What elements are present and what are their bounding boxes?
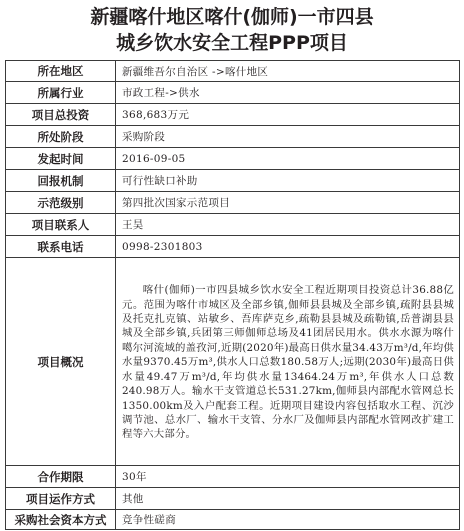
- table-row: [6, 170, 460, 192]
- row-value: 王昊: [116, 214, 460, 236]
- row-label: 所属行业: [6, 82, 116, 104]
- row-value: 368,683万元: [116, 104, 460, 126]
- project-info-table: [5, 60, 460, 530]
- row-value: 新疆维吾尔自治区 ->喀什地区: [116, 61, 460, 82]
- row-value: 0998-2301803: [116, 236, 460, 258]
- table-row: [6, 126, 460, 148]
- row-label: 合作期限: [6, 466, 116, 488]
- row-label: 项目概况: [6, 258, 116, 466]
- row-value: 可行性缺口补助: [116, 170, 460, 192]
- table-row: [6, 82, 460, 104]
- row-label: 采购社会资本方式: [6, 510, 116, 530]
- table-row: [6, 61, 460, 82]
- row-value: 2016-09-05: [116, 148, 460, 170]
- row-value: 30年: [116, 466, 460, 488]
- table-row: [6, 104, 460, 126]
- row-label: 项目联系人: [6, 214, 116, 236]
- row-label: 项目总投资: [6, 104, 116, 126]
- row-value: 采购阶段: [116, 126, 460, 148]
- table-row: [6, 214, 460, 236]
- row-value: 其他: [116, 488, 460, 510]
- row-label: 所在地区: [6, 61, 116, 82]
- table-row: [6, 236, 460, 258]
- row-label: 发起时间: [6, 148, 116, 170]
- title-line-1: 新疆喀什地区喀什(伽师)一市四县: [90, 6, 374, 28]
- row-value: 第四批次国家示范项目: [116, 192, 460, 214]
- row-label: 示范级别: [6, 192, 116, 214]
- table-row-overview: [6, 258, 460, 466]
- row-label: 所处阶段: [6, 126, 116, 148]
- table-row: [6, 510, 460, 530]
- title-line-2: 城乡饮水安全工程PPP项目: [116, 32, 348, 54]
- row-value: 市政工程->供水: [116, 82, 460, 104]
- row-value: 竞争性磋商: [116, 510, 460, 530]
- document-title: [0, 4, 464, 56]
- row-label: 项目运作方式: [6, 488, 116, 510]
- row-label: 联系电话: [6, 236, 116, 258]
- row-label: 回报机制: [6, 170, 116, 192]
- table-row: [6, 466, 460, 488]
- table-row: [6, 148, 460, 170]
- table-row: [6, 488, 460, 510]
- project-overview-text: 喀什(伽师)一市四县城乡饮水安全工程近期项目投资总计36.88亿元。范围为喀什市城区及全部乡镇,伽师县县城及全部乡镇,疏附县县城及托克扎克镇、站敏乡、吾库萨克乡,疏勒县县城及疏勒镇,岳普湖县县城及全部乡镇,兵团第三师伽师总场及41团居民用水。供水水源为喀什噶尔河流域的盖孜河,近期(2020年)最高日供水量34.43万m³/d,年均供水量9370.45万m³,供水人口总数180.58万人;远期(2030年)最高日供水量49.47万m³/d,年均供水量13464.24万m³,年供水人口总数240.98万人。输水干支管道总长531.27km,伽师县内部配水管网总长1350.00km及入户配套工程。近期项目建设内容包括取水工程、沉沙调节池、总水厂、输水干支管、分水厂及伽师县内部配水管网改扩建工程等六大部分。: [116, 258, 460, 466]
- table-row: [6, 192, 460, 214]
